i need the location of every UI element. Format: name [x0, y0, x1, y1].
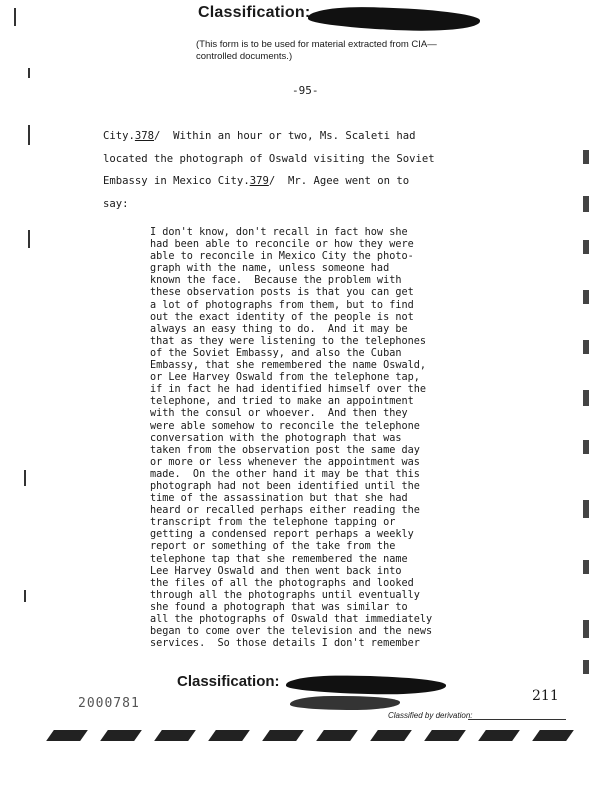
quote-line: had been able to reconcile or how they were: [150, 239, 414, 251]
quote-line: the files of all the photographs and looked: [150, 577, 414, 589]
quote-line: taken from the observation post the same day: [150, 444, 420, 456]
margin-mark: [28, 68, 30, 78]
quote-line: getting a condensed report perhaps a weekly: [150, 529, 414, 541]
document-stamp: 2000781: [78, 696, 140, 711]
quote-line: known the face. Because the problem with: [150, 275, 402, 287]
margin-mark: [583, 150, 589, 164]
border-bar: [100, 730, 142, 741]
border-bar: [46, 730, 88, 741]
header-redaction: [308, 5, 481, 33]
border-bar: [208, 730, 250, 741]
quote-line: that as they were listening to the telephones: [150, 335, 427, 347]
quote-line: through all the photographs until eventually: [150, 589, 420, 601]
quote-line: always an easy thing to do. And it may be: [150, 323, 408, 335]
margin-mark: [583, 560, 589, 574]
border-bar: [424, 730, 466, 741]
margin-mark: [24, 470, 26, 486]
quote-line: all the photographs of Oswald that immediately: [150, 614, 433, 625]
quote-line: if in fact he had identified himself over the: [150, 384, 427, 396]
footnote-ref: 379: [249, 175, 269, 188]
quote-line: or Lee Harvey Oswald from the telephone tap,: [150, 372, 420, 384]
quote-line: began to come over the television and the news: [150, 626, 433, 638]
border-bar: [478, 730, 520, 741]
document-page-number: 211: [532, 688, 559, 704]
block-quote: [150, 227, 490, 650]
body-line: say:: [103, 197, 129, 210]
quote-line: were able somehow to reconcile the telephone: [150, 420, 420, 432]
border-bar: [262, 730, 304, 741]
quote-line: able to reconcile in Mexico City the photo-: [150, 251, 414, 263]
margin-mark: [583, 340, 589, 354]
quote-line: graph with the name, unless someone had: [150, 263, 390, 275]
border-bar: [316, 730, 358, 741]
margin-mark: [583, 196, 589, 212]
quote-line: services. So those details I don't remember: [150, 638, 420, 650]
bottom-border-bars: [40, 730, 580, 750]
footer-classification-label: Classification:: [177, 673, 280, 690]
body-line: located the photograph of Oswald visiting the Soviet: [103, 152, 435, 165]
quote-line: she found a photograph that was similar to: [150, 601, 408, 613]
derivation-label: Classified by derivation:: [388, 711, 473, 720]
margin-mark: [583, 290, 589, 304]
margin-mark: [24, 590, 26, 602]
quote-line: transcript from the telephone tapping or: [150, 517, 396, 529]
quote-line: I don't know, don't recall in fact how she: [150, 227, 408, 238]
quote-line: report or something of the take from the: [150, 541, 396, 553]
margin-mark: [28, 230, 30, 248]
footnote-ref: 378: [134, 130, 155, 142]
quote-line: heard or recalled perhaps either reading the: [150, 505, 420, 517]
quote-line: made. On the other hand it may be that this: [150, 468, 420, 480]
header-classification-label: Classification:: [198, 4, 311, 21]
quote-line: a lot of photographs from them, but to find: [150, 299, 414, 311]
internal-page-number: -95-: [292, 84, 319, 97]
quote-line: with the consul or whoever. And then they: [150, 408, 408, 420]
quote-line: of the Soviet Embassy, and also the Cuban: [150, 347, 402, 359]
quote-line: or more or less whenever the appointment was: [150, 456, 420, 468]
margin-mark: [583, 660, 589, 674]
margin-mark: [583, 390, 589, 406]
quote-line: conversation with the photograph that was: [150, 432, 402, 444]
border-bar: [532, 730, 574, 741]
margin-mark: [583, 240, 589, 254]
footer-redaction: [290, 696, 400, 710]
quote-line: out the exact identity of the people is not: [150, 311, 414, 323]
margin-mark: [583, 440, 589, 454]
footer-redaction: [286, 675, 446, 696]
quote-line: photograph had not been identified until the: [150, 480, 420, 492]
quote-line: telephone, and tried to make an appointment: [150, 396, 414, 408]
body-line: Embassy in Mexico City.379/ Mr. Agee went on to: [103, 175, 410, 188]
quote-line: Embassy, that she remembered the name Oswald,: [150, 360, 427, 372]
margin-mark: [583, 620, 589, 638]
form-usage-note: (This form is to be used for material extracted from CIA—controlled documents.): [196, 39, 437, 62]
border-bar: [154, 730, 196, 741]
border-bar: [370, 730, 412, 741]
quote-line: time of the assassination but that she had: [150, 493, 408, 505]
derivation-line: [468, 719, 566, 720]
margin-mark: [583, 500, 589, 518]
body-line: City.378/ Within an hour or two, Ms. Scaleti had: [103, 130, 416, 142]
margin-mark: [28, 125, 30, 145]
quote-line: these observation posts is that you can get: [150, 287, 414, 299]
margin-mark: [14, 8, 16, 26]
body-paragraph: [103, 125, 503, 215]
quote-line: telephone tap that she remembered the name: [150, 553, 408, 565]
quote-line: Lee Harvey Oswald and then went back into: [150, 565, 402, 577]
